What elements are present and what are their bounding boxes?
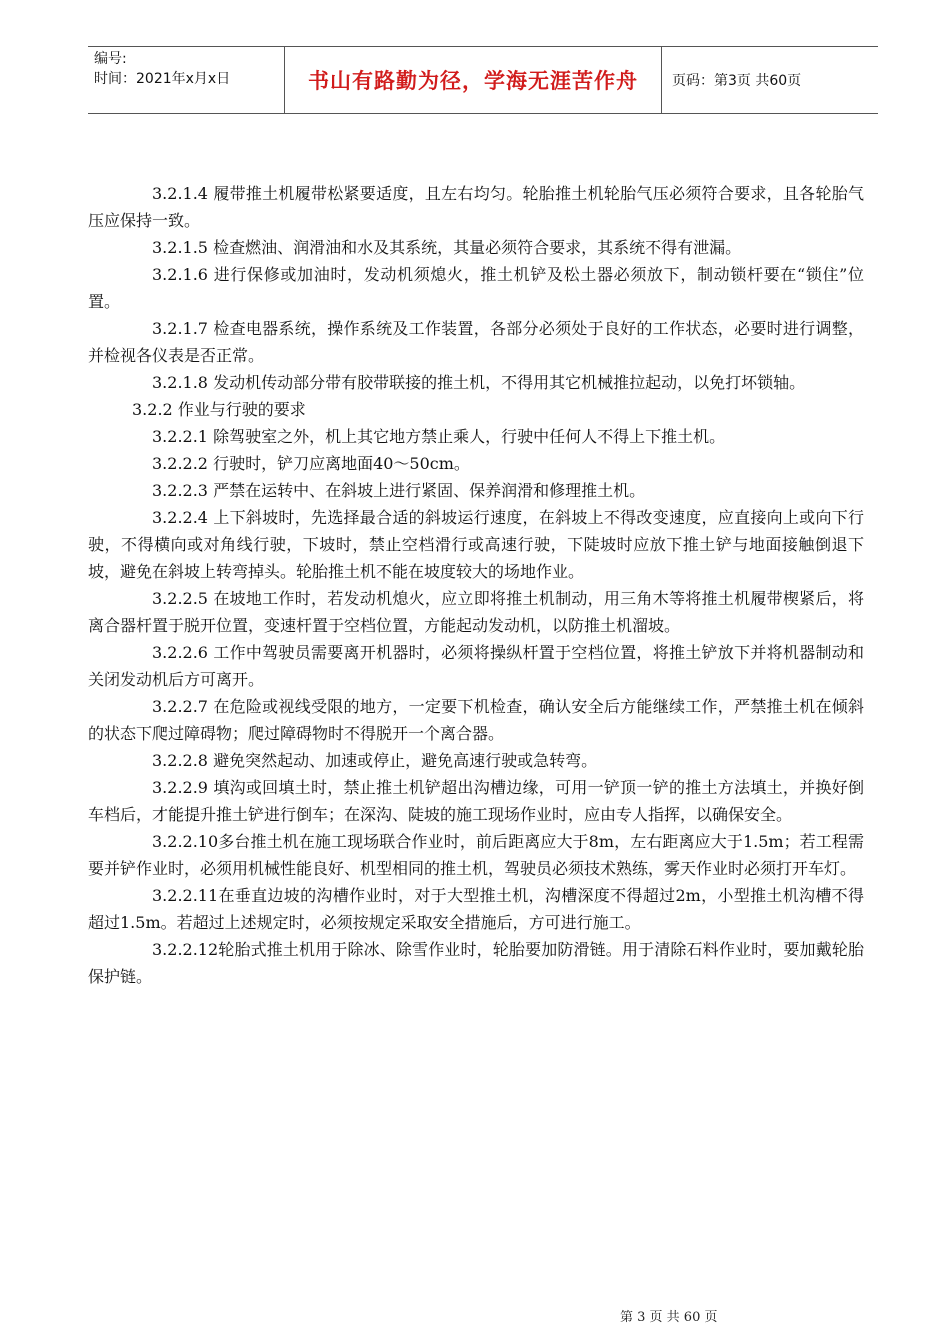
paragraph: 3.2.2.9 填沟或回填土时，禁止推土机铲超出沟槽边缘，可用一铲顶一铲的推土方法填土，并换好倒车档后，才能提升推土铲进行倒车；在深沟、陡坡的施工现场作业时，应由专人指挥，以确保安全。 (88, 778, 864, 824)
paragraph: 3.2.2.3 严禁在运转中、在斜坡上进行紧固、保养润滑和修理推土机。 (152, 481, 646, 500)
document-number-label: 编号: (94, 51, 127, 67)
paragraph: 3.2.2.2 行驶时，铲刀应离地面40～50cm。 (152, 454, 470, 473)
header-page-info: 页码：第3页 共60页 (672, 73, 802, 89)
header-meta (88, 47, 284, 113)
page-footer: 第 3 页 共 60 页 (620, 1310, 718, 1325)
paragraph: 3.2.2.10多台推土机在施工现场联合作业时，前后距离应大于8m，左右距离应大于1.5m；若工程需要并铲作业时，必须用机械性能良好、机型相同的推土机，驾驶员必须技术熟练，雾天作业时必须打开车灯。 (88, 832, 864, 878)
header-motto: 书山有路勤为径，学海无涯苦作舟 (284, 47, 662, 113)
paragraph: 3.2.2.11在垂直边坡的沟槽作业时，对于大型推土机，沟槽深度不得超过2m，小型推土机沟槽不得超过1.5m。若超过上述规定时，必须按规定采取安全措施后，方可进行施工。 (88, 886, 864, 932)
paragraph: 3.2.1.4 履带推土机履带松紧要适度，且左右均匀。轮胎推土机轮胎气压必须符合要求，且各轮胎气压应保持一致。 (88, 184, 864, 230)
paragraph: 3.2.2.8 避免突然起动、加速或停止，避免高速行驶或急转弯。 (152, 751, 598, 770)
paragraph: 3.2.2.4 上下斜坡时，先选择最合适的斜坡运行速度，在斜坡上不得改变速度，应直接向上或向下行驶，不得横向或对角线行驶，下坡时，禁止空档滑行或高速行驶，下陡坡时应放下推土铲与地面接触倒退下坡，避免在斜坡上转弯掉头。轮胎推土机不能在坡度较大的场地作业。 (88, 508, 864, 581)
paragraph: 3.2.1.8 发动机传动部分带有胶带联接的推土机，不得用其它机械推拉起动，以免打坏锁轴。 (152, 373, 806, 392)
paragraph: 3.2.2.6 工作中驾驶员需要离开机器时，必须将操纵杆置于空档位置，将推土铲放下并将机器制动和关闭发动机后方可离开。 (88, 643, 864, 689)
paragraph: 3.2.2.12轮胎式推土机用于除冰、除雪作业时，轮胎要加防滑链。用于清除石料作业时，要加戴轮胎保护链。 (88, 940, 864, 986)
section-heading: 3.2.2 作业与行驶的要求 (132, 400, 306, 419)
paragraph: 3.2.2.1 除驾驶室之外，机上其它地方禁止乘人，行驶中任何人不得上下推土机。 (152, 427, 726, 446)
page-header (88, 46, 878, 114)
document-body (88, 180, 864, 990)
paragraph: 3.2.2.5 在坡地工作时，若发动机熄火，应立即将推土机制动，用三角木等将推土机履带楔紧后，将离合器杆置于脱开位置，变速杆置于空档位置，方能起动发动机，以防推土机溜坡。 (88, 589, 864, 635)
paragraph: 3.2.1.7 检查电器系统，操作系统及工作装置，各部分必须处于良好的工作状态，必要时进行调整，并检视各仪表是否正常。 (88, 319, 864, 365)
paragraph: 3.2.2.7 在危险或视线受限的地方，一定要下机检查，确认安全后方能继续工作，严禁推土机在倾斜的状态下爬过障碍物；爬过障碍物时不得脱开一个离合器。 (88, 697, 864, 743)
paragraph: 3.2.1.6 进行保修或加油时，发动机须熄火，推土机铲及松土器必须放下，制动锁杆要在“锁住”位置。 (88, 265, 864, 311)
document-time-label: 时间：2021年x月x日 (94, 71, 231, 87)
paragraph: 3.2.1.5 检查燃油、润滑油和水及其系统，其量必须符合要求，其系统不得有泄漏。 (152, 238, 742, 257)
